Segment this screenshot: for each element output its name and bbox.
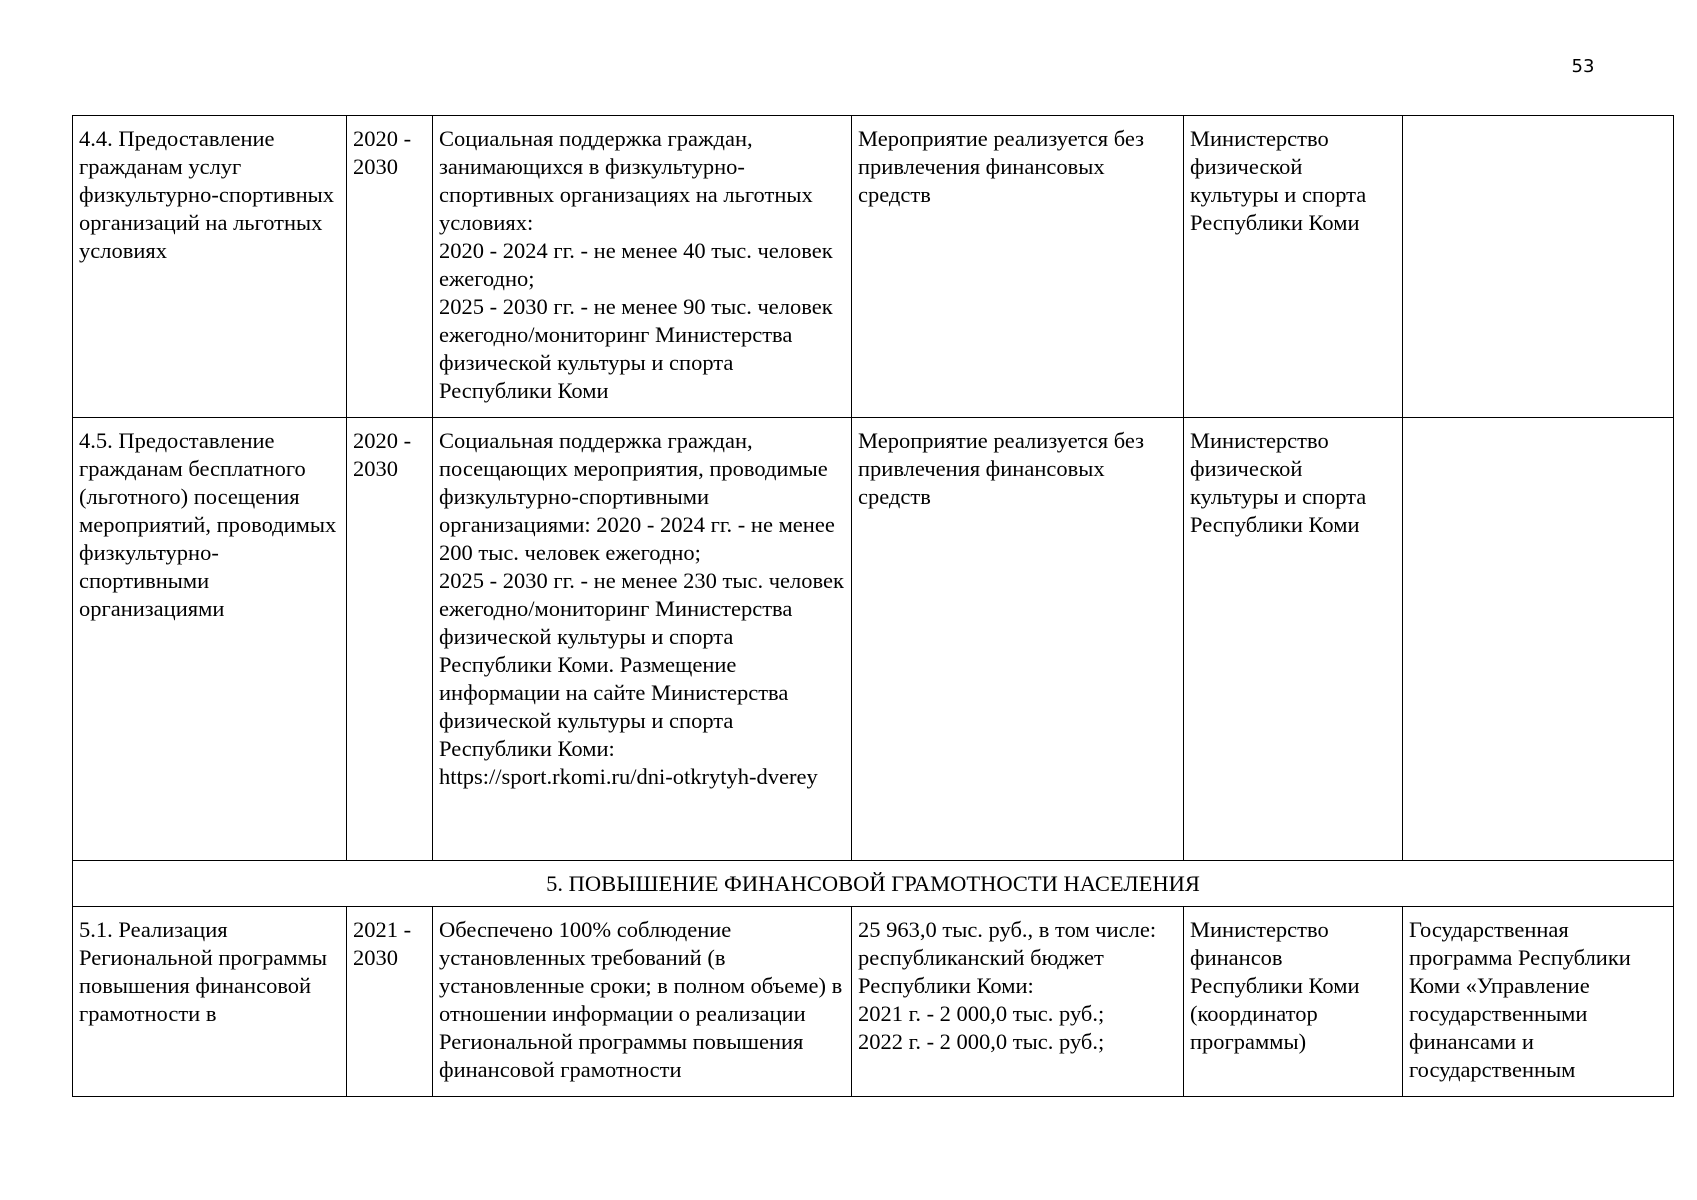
funding-cell: 25 963,0 тыс. руб., в том числе: республиканский бюджет Республики Коми: 2021 г. - 2 000,0 тыс. руб.; 2022 г. - 2 000,0 тыс. руб.; bbox=[852, 907, 1184, 1097]
period-cell: 2021 - 2030 bbox=[347, 907, 433, 1097]
result-cell: Социальная поддержка граждан, занимающихся в физкультурно-спортивных организациях на льготных условиях: 2020 - 2024 гг. - не менее 40 тыс. человек ежегодно; 2025 - 2030 гг. - не менее 90 тыс. человек ежегодно/мониторинг Министерства физической культуры и спорта Республики Коми bbox=[433, 116, 852, 418]
table-row bbox=[73, 116, 1674, 418]
executor-cell: Министерство физической культуры и спорта Республики Коми bbox=[1184, 116, 1403, 418]
result-cell: Социальная поддержка граждан, посещающих мероприятия, проводимые физкультурно-спортивными организациями: 2020 - 2024 гг. - не менее 200 тыс. человек ежегодно; 2025 - 2030 гг. - не менее 230 тыс. человек ежегодно/мониторинг Министерства физической культуры и спорта Республики Коми. Размещение информации на сайте Министерства физической культуры и спорта Республики Коми: https://sport.rkomi.ru/dni-otkrytyh-dverey bbox=[433, 418, 852, 861]
measure-cell: 5.1. Реализация Региональной программы повышения финансовой грамотности в bbox=[73, 907, 347, 1097]
funding-cell: Мероприятие реализуется без привлечения финансовых средств bbox=[852, 418, 1184, 861]
program-cell: Государственная программа Республики Коми «Управление государственными финансами и государственным bbox=[1403, 907, 1674, 1097]
table-row bbox=[73, 907, 1674, 1097]
period-cell: 2020 - 2030 bbox=[347, 116, 433, 418]
measures-table bbox=[72, 115, 1674, 1097]
result-cell: Обеспечено 100% соблюдение установленных требований (в установленные сроки; в полном объеме) в отношении информации о реализации Региональной программы повышения финансовой грамотности bbox=[433, 907, 852, 1097]
executor-cell: Министерство физической культуры и спорта Республики Коми bbox=[1184, 418, 1403, 861]
measure-cell: 4.5. Предоставление гражданам бесплатного (льготного) посещения мероприятий, проводимых физкультурно-спортивными организациями bbox=[73, 418, 347, 861]
page-number: 53 bbox=[1571, 56, 1595, 77]
period-cell: 2020 - 2030 bbox=[347, 418, 433, 861]
measure-cell: 4.4. Предоставление гражданам услуг физкультурно-спортивных организаций на льготных условиях bbox=[73, 116, 347, 418]
funding-cell: Мероприятие реализуется без привлечения финансовых средств bbox=[852, 116, 1184, 418]
table-row bbox=[73, 418, 1674, 861]
section-row bbox=[73, 861, 1674, 907]
program-cell bbox=[1403, 116, 1674, 418]
section-heading: 5. ПОВЫШЕНИЕ ФИНАНСОВОЙ ГРАМОТНОСТИ НАСЕЛЕНИЯ bbox=[73, 861, 1674, 907]
executor-cell: Министерство финансов Республики Коми (координатор программы) bbox=[1184, 907, 1403, 1097]
program-cell bbox=[1403, 418, 1674, 861]
